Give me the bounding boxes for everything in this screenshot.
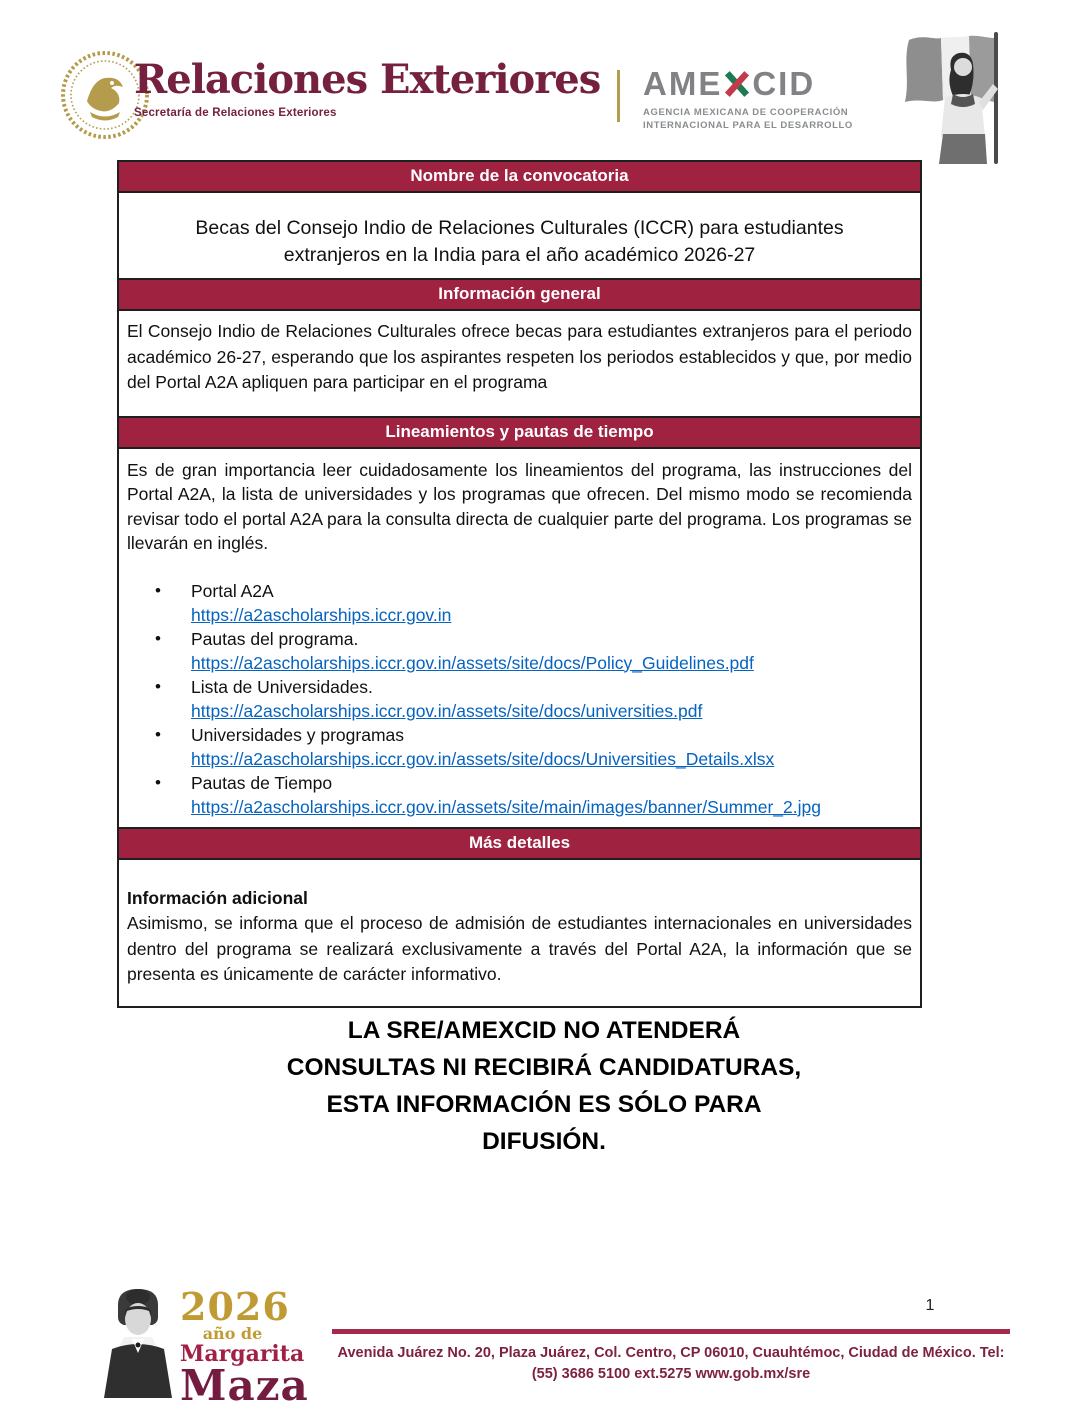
logo-divider [617, 70, 620, 122]
section-header-informacion-general: Información general [119, 280, 920, 311]
sre-title: Relaciones Exteriores [134, 56, 601, 103]
year-2026: 2026 [180, 1284, 290, 1329]
convocatoria-table [117, 160, 922, 1008]
amexcid-logo [643, 66, 853, 132]
section-header-mas-detalles: Más detalles [119, 829, 920, 860]
list-item [127, 627, 912, 675]
amexcid-tagline-line1: AGENCIA MEXICANA DE COOPERACIÓN [643, 107, 849, 118]
year-line-margarita: Margarita [180, 1341, 305, 1367]
link-label-pautas-tiempo: • Pautas de Tiempo [191, 772, 333, 793]
link-label-pautas-programa: • Pautas del programa. [191, 628, 359, 649]
lineamientos-content [119, 449, 920, 829]
sre-wordmark [134, 58, 600, 119]
footer-address-line1: Avenida Juárez No. 20, Plaza Juárez, Col. Centro, CP 06010, Cuauhtémoc, Ciudad de México. Tel: [337, 1345, 1005, 1361]
link-universities-pdf[interactable]: https://a2ascholarships.iccr.gov.in/assets/site/docs/universities.pdf [191, 700, 703, 721]
margarita-maza-portrait-icon [94, 1283, 182, 1398]
lineamientos-intro: Es de gran importancia leer cuidadosamente los lineamientos del programa, las instrucciones del Portal A2A, la lista de universidades y los programas que ofrecen. Del mismo modo se recomienda revisar todo el portal A2A para la consulta directa de cualquier parte del programa. Los programas se llevarán en inglés. [127, 459, 912, 553]
amexcid-word-post: CID [752, 65, 816, 102]
footer-divider [332, 1329, 1010, 1334]
list-item [127, 723, 912, 771]
footer-address-line2: (55) 3686 5100 ext.5275 www.gob.mx/sre [531, 1365, 811, 1382]
link-label-lista-universidades: • Lista de Universidades. [191, 676, 373, 697]
difusion-notice [0, 1012, 1088, 1160]
page-number: 1 [925, 1297, 935, 1314]
sre-subtitle: Secretaría de Relaciones Exteriores [134, 107, 337, 119]
list-item [127, 579, 912, 627]
informacion-general-text: El Consejo Indio de Relaciones Culturales ofrece becas para estudiantes extranjeros para el periodo académico 26-27, esperando que los aspirantes respeten los periodos establecidos y que, por medio del Portal A2A apliquen para participar en el programa [119, 311, 920, 418]
year-line-ano-de: año de [202, 1324, 263, 1343]
link-universities-details[interactable]: https://a2ascholarships.iccr.gov.in/assets/site/docs/Universities_Details.xlsx [191, 748, 775, 769]
woman-with-mexican-flag-icon [893, 30, 1023, 170]
link-timeline-banner[interactable]: https://a2ascholarships.iccr.gov.in/assets/site/main/images/banner/Summer_2.jpg [191, 796, 821, 817]
list-item [127, 675, 912, 723]
informacion-adicional-text: Asimismo, se informa que el proceso de admisión de estudiantes internacionales en universidades dentro del programa se realizará exclusivamente a través del Portal A2A, la información que se presenta es únicamente de carácter informativo. [127, 913, 912, 984]
notice-line: CONSULTAS NI RECIBIRÁ CANDIDATURAS, [286, 1054, 802, 1081]
year-2026-logo [180, 1284, 309, 1408]
informacion-adicional-title: Información adicional [127, 887, 308, 908]
footer-address [332, 1343, 1010, 1384]
mas-detalles-content [119, 860, 920, 1006]
notice-line: ESTA INFORMACIÓN ES SÓLO PARA [326, 1091, 762, 1118]
link-policy-guidelines[interactable]: https://a2ascholarships.iccr.gov.in/assets/site/docs/Policy_Guidelines.pdf [191, 652, 754, 673]
amexcid-tagline-line2: INTERNACIONAL PARA EL DESARROLLO [643, 119, 853, 131]
notice-line: DIFUSIÓN. [482, 1128, 606, 1155]
amexcid-wordmark [643, 66, 853, 102]
section-header-lineamientos: Lineamientos y pautas de tiempo [119, 418, 920, 449]
convocatoria-title: Becas del Consejo Indio de Relaciones Culturales (ICCR) para estudiantes extranjeros en la India para el año académico 2026-27 [119, 193, 920, 280]
links-list [127, 579, 912, 819]
notice-line: LA SRE/AMEXCID NO ATENDERÁ [347, 1017, 741, 1044]
section-header-nombre: Nombre de la convocatoria [119, 162, 920, 193]
amexcid-word-pre: AME [643, 65, 723, 102]
link-label-portal-a2a: • Portal A2A [191, 580, 274, 601]
amexcid-tagline [643, 107, 853, 132]
link-label-universidades-programas: • Universidades y programas [191, 724, 405, 745]
list-item [127, 771, 912, 819]
amexcid-x-mark-icon [723, 70, 751, 98]
link-portal-a2a[interactable]: https://a2ascholarships.iccr.gov.in [191, 604, 452, 625]
year-line-maza: Maza [180, 1361, 309, 1408]
